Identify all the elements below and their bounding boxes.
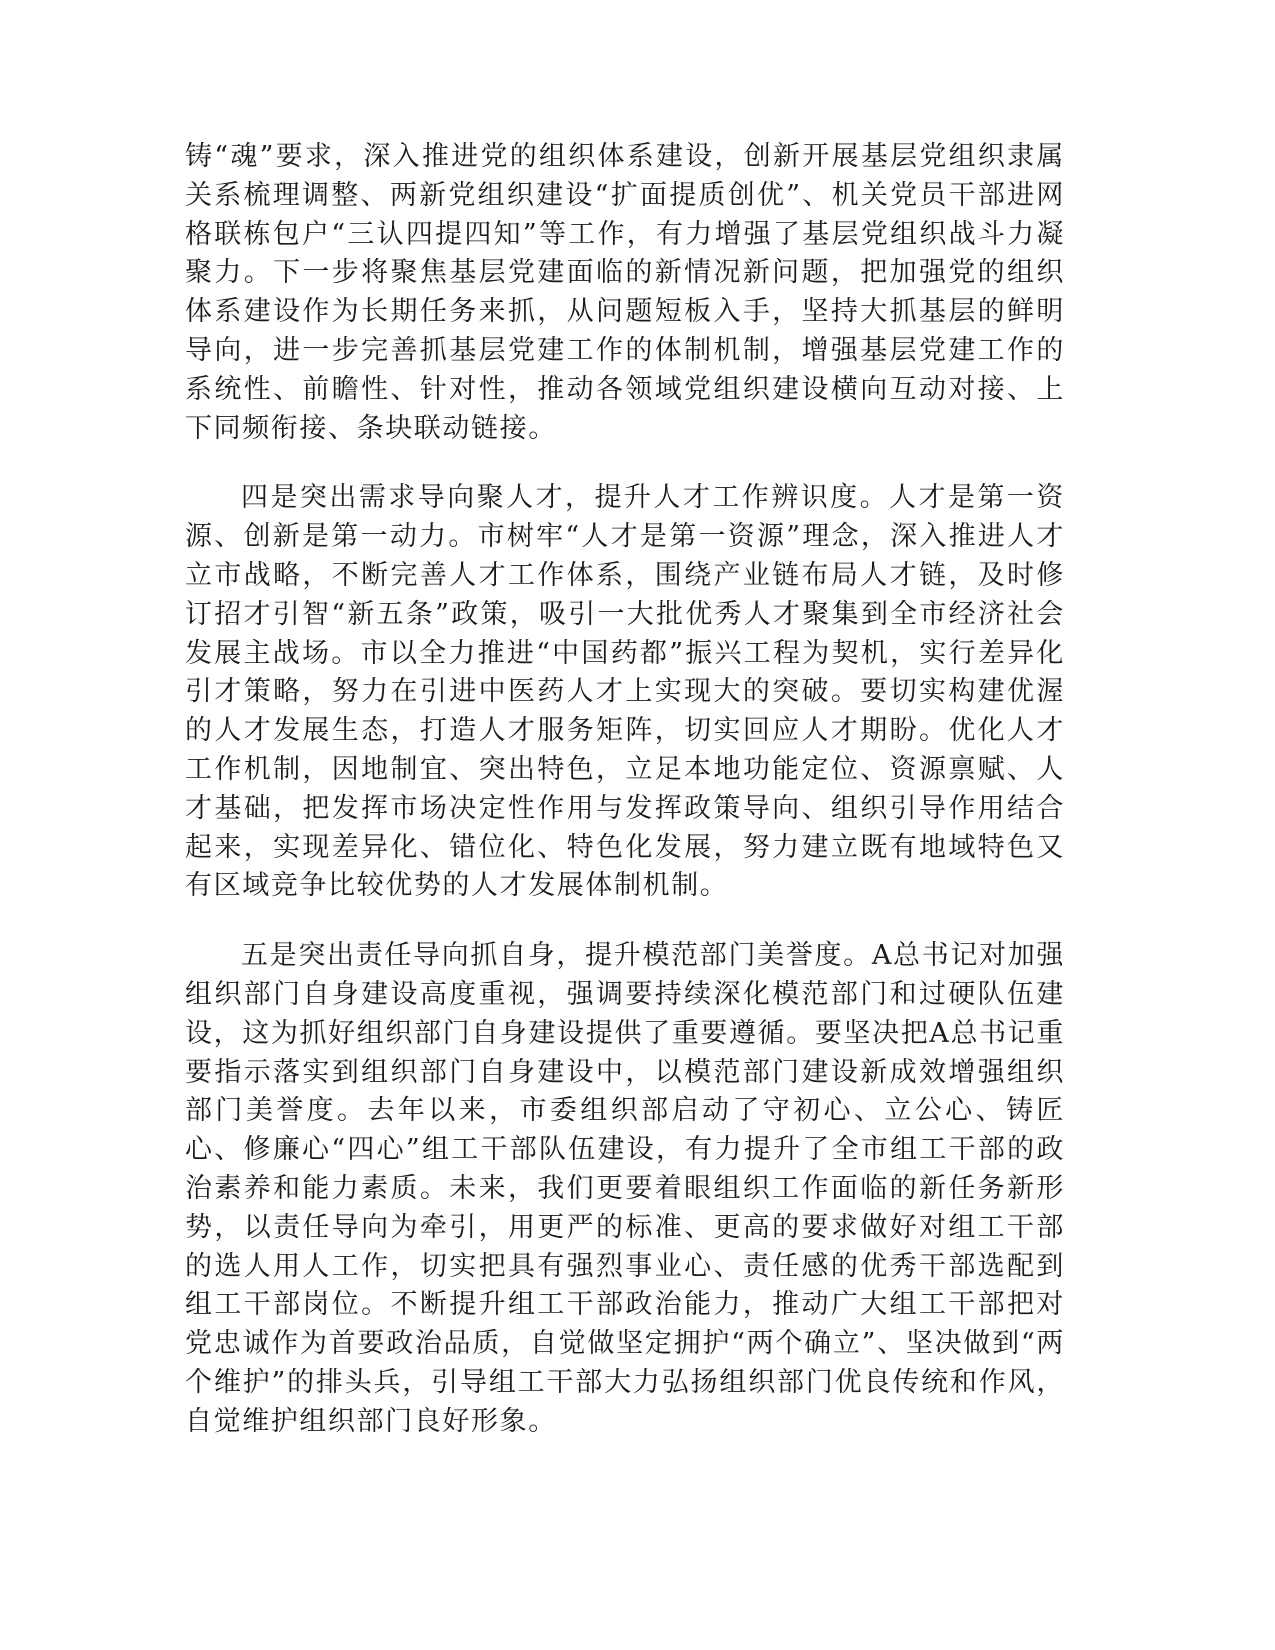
body-paragraph-talent: 四是突出需求导向聚人才，提升人才工作辨识度。人才是第一资源、创新是第一动力。市树牢“人才是第一资源”理念，深入推进人才立市战略，不断完善人才工作体系，围绕产业链布局人才链，及时修订招才引智“新五条”政策，吸引一大批优秀人才聚集到全市经济社会发展主战场。市以全力推进“中国药都”振兴工程为契机，实行差异化引才策略，努力在引进中医药人才上实现大的突破。要切实构建优渥的人才发展生态，打造人才服务矩阵，切实回应人才期盼。优化人才工作机制，因地制宜、突出特色，立足本地功能定位、资源禀赋、人才基础，把发挥市场决定性作用与发挥政策导向、组织引导作用结合起来，实现差异化、错位化、特色化发展，努力建立既有地域特色又有区域竞争比较优势的人才发展体制机制。 xyxy=(185,482,1065,902)
body-paragraph-continued: 铸“魂”要求，深入推进党的组织体系建设，创新开展基层党组织隶属关系梳理调整、两新党组织建设“扩面提质创优”、机关党员干部进网格联栋包户“三认四提四知”等工作，有力增强了基层党组织战斗力凝聚力。下一步将聚焦基层党建面临的新情况新问题，把加强党的组织体系建设作为长期任务来抓，从问题短板入手，坚持大抓基层的鲜明导向，进一步完善抓基层党建工作的体制机制，增强基层党建工作的系统性、前瞻性、针对性，推动各领域党组织建设横向互动对接、上下同频衔接、条块联动链接。 xyxy=(185,141,1065,444)
body-paragraph-responsibility: 五是突出责任导向抓自身，提升模范部门美誉度。A总书记对加强组织部门自身建设高度重视，强调要持续深化模范部门和过硬队伍建设，这为抓好组织部门自身建设提供了重要遵循。要坚决把A总书记重要指示落实到组织部门自身建设中，以模范部门建设新成效增强组织部门美誉度。去年以来，市委组织部启动了守初心、立公心、铸匠心、修廉心“四心”组工干部队伍建设，有力提升了全市组工干部的政治素养和能力素质。未来，我们更要着眼组织工作面临的新任务新形势，以责任导向为牵引，用更严的标准、更高的要求做好对组工干部的选人用人工作，切实把具有强烈事业心、责任感的优秀干部选配到组工干部岗位。不断提升组工干部政治能力，推动广大组工干部把对党忠诚作为首要政治品质，自觉做坚定拥护“两个确立”、坚决做到“两个维护”的排头兵，引导组工干部大力弘扬组织部门优良传统和作风，自觉维护组织部门良好形象。 xyxy=(185,940,1065,1437)
document-body xyxy=(185,138,1065,1442)
paragraph-spacing xyxy=(185,906,1065,937)
paragraph-spacing xyxy=(185,448,1065,479)
